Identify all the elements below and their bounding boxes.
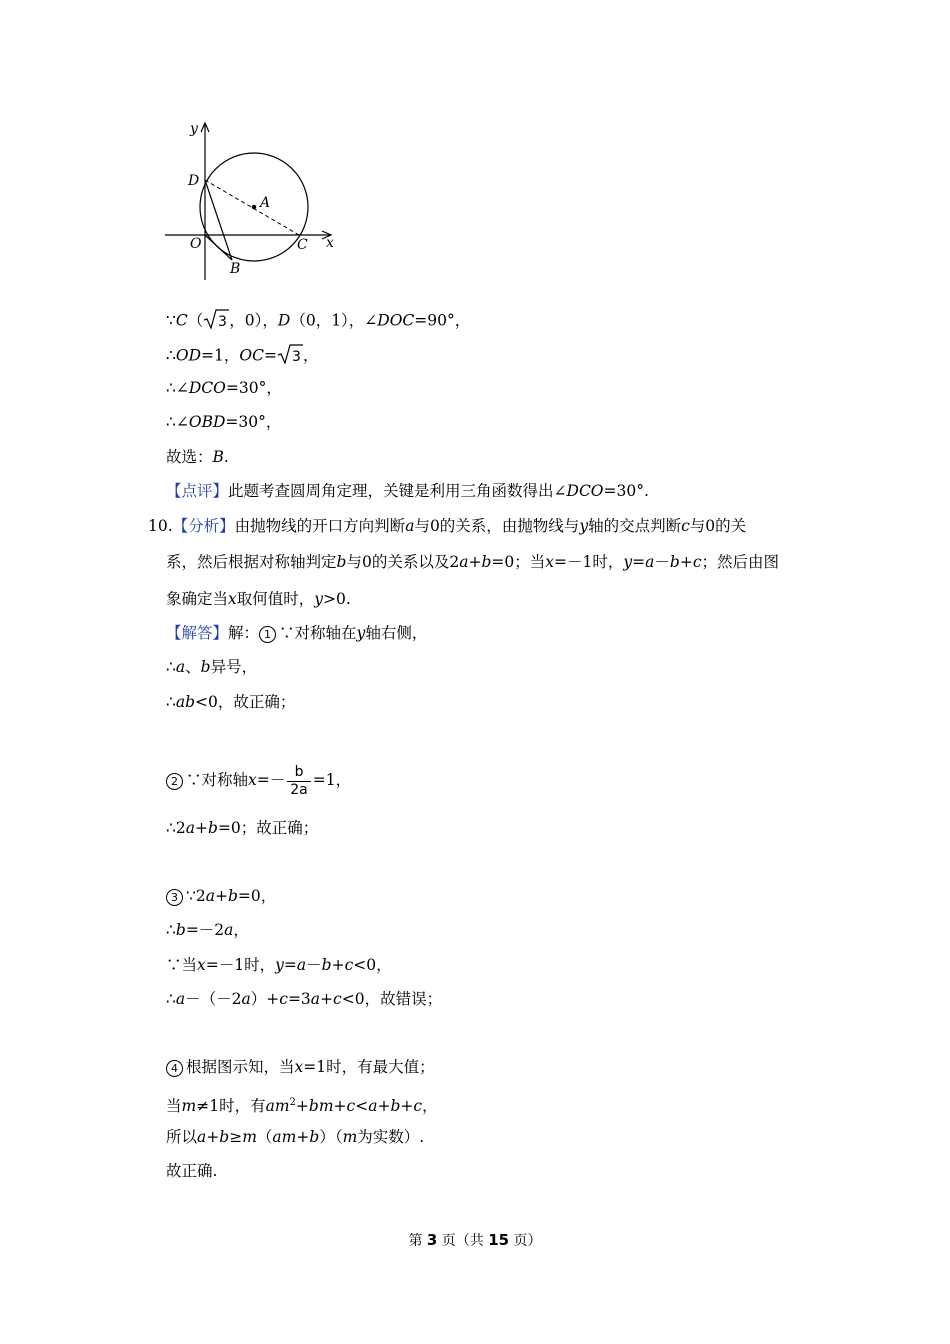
q10-answer-8: ∵当x=－1时，y=a－b+c<0，	[166, 956, 392, 974]
label-A: A	[260, 195, 271, 211]
q9-line-3: ∴∠DCO=30°，	[166, 379, 282, 397]
label-D: D	[188, 173, 200, 189]
circle-figure	[160, 115, 350, 285]
review-tag: 【点评】	[166, 482, 229, 500]
sqrt-3	[277, 343, 303, 370]
sqrt-3	[203, 308, 229, 335]
label-x: x	[326, 235, 334, 251]
svg-text:3: 3	[291, 349, 301, 365]
q10-answer-5: ∴2a+b=0；故正确；	[166, 819, 319, 837]
circled-number-2: 2	[166, 773, 183, 790]
q10-analysis-1: 10.【分析】由抛物线的开口方向判断a与0的关系，由抛物线与y轴的交点判断c与0的关	[148, 517, 747, 535]
q10-answer-13: 故正确.	[166, 1162, 218, 1180]
q9-line-5: 故选：B.	[166, 448, 229, 466]
q9-line-2: ∴OD=1，OC= 3 ，	[166, 343, 318, 370]
label-O: O	[190, 236, 202, 252]
svg-text:3: 3	[218, 314, 228, 330]
label-B: B	[230, 261, 241, 277]
page-number: 3	[426, 1231, 438, 1249]
circled-number-1: 1	[259, 626, 276, 643]
q9-line-4: ∴∠OBD=30°，	[166, 413, 282, 431]
fraction-b-over-2a: $\frac{b}{2a}$	[287, 764, 311, 799]
q10-analysis-2: 系，然后根据对称轴判定b与0的关系以及2a+b=0；当x=－1时，y=a－b+c；然后由图	[166, 553, 780, 571]
q10-answer-1: 【解答】解： 1 ∵对称轴在y轴右侧，	[166, 624, 428, 642]
answer-tag: 【解答】	[166, 624, 229, 642]
circled-number-3: 3	[166, 889, 183, 906]
q9-line-1: ∵C（ 3 ，0），D（0，1），∠DOC=90°，	[166, 308, 470, 335]
page-footer: 第 3 页（共 15 页）	[408, 1231, 542, 1249]
q10-answer-9: ∴a－（－2a）+c=3a+c<0，故错误；	[166, 990, 443, 1008]
q10-answer-3: ∴ab<0，故正确；	[166, 693, 296, 711]
q10-answer-4: 2 ∵对称轴x=－ $\frac{b}{2a}$ =1，	[166, 762, 351, 799]
label-y: y	[190, 121, 198, 137]
q9-review: 【点评】此题考查圆周角定理，关键是利用三角函数得出∠DCO=30°.	[166, 482, 649, 500]
q10-answer-12: 所以a+b≥m（am+b）（m为实数）.	[166, 1128, 425, 1146]
circled-number-4: 4	[166, 1060, 183, 1077]
q10-analysis-3: 象确定当x取何值时，y>0.	[166, 590, 351, 608]
q10-answer-7: ∴b=－2a，	[166, 921, 249, 939]
point-A	[252, 205, 257, 210]
label-C: C	[297, 237, 308, 253]
q10-answer-6: 3 ∵2a+b=0，	[166, 886, 276, 906]
q10-answer-2: ∴a、b异号，	[166, 658, 258, 676]
analysis-tag: 【分析】	[172, 517, 235, 535]
q10-answer-11: 当m≠1时，有$am^2+bm+c<a+b+c$，	[166, 1097, 438, 1116]
q10-answer-10: 4 根据图示知，当x=1时，有最大值；	[166, 1057, 435, 1077]
total-pages: 15	[488, 1231, 510, 1249]
